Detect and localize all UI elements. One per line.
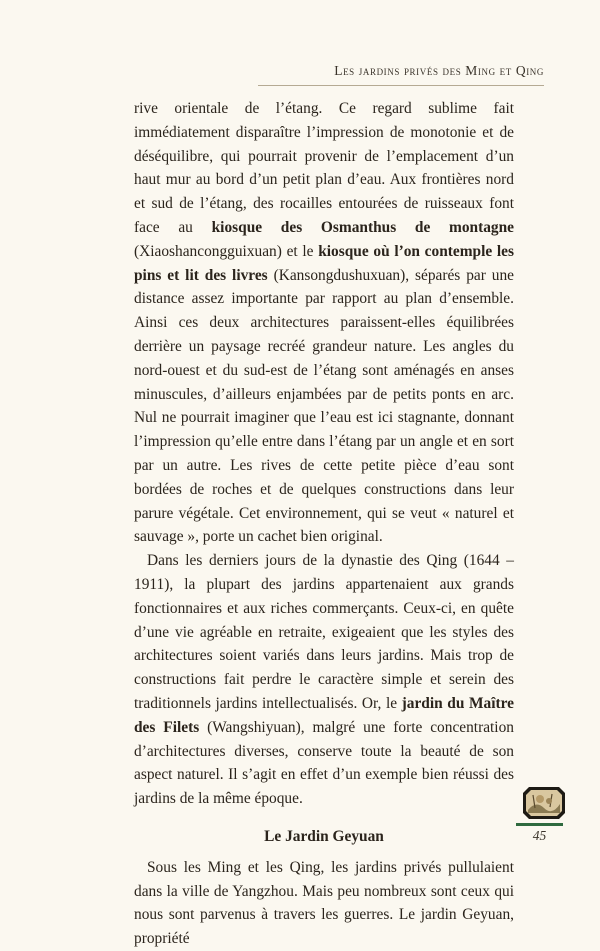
paragraph-1-text-a: rive orientale de l’étang. Ce regard sublime fait immédiatement disparaître l’impression de monotonie et de déséquilibre, qui pourrait provenir de l’emplacement d’un haut mur au bord d’un petit plan d’eau. Aux frontières nord et sud de l’étang, des rocailles entourées de ruisseaux font face au [134, 100, 514, 236]
bold-kiosque-pins: kiosque où l’on contemple les pins et lit des livres [134, 242, 515, 284]
page-number: 45 [532, 828, 547, 843]
bold-jardin-maitre-filets: jardin du Maître des Filets [134, 694, 515, 736]
page-number-rule [516, 823, 563, 826]
body-text [134, 97, 514, 951]
header-rule [258, 85, 544, 86]
paragraph-3: Sous les Ming et les Qing, les jardins privés pullulaient dans la ville de Yangzhou. Mais peu nombreux sont ceux qui nous sont parvenus à travers les guerres. Le jardin Geyuan, propriété [134, 858, 514, 948]
paragraph-1-text-c: (Xiaoshancongguixuan) et le [134, 242, 319, 260]
running-head: Les jardins privés des Ming et Qing [334, 63, 544, 78]
bold-kiosque-osmanthus: kiosque des Osmanthus de montagne [211, 218, 515, 236]
paragraph-2 [134, 549, 514, 811]
section-heading: Le Jardin Geyuan [264, 827, 384, 845]
paragraph-2-text-a: Dans les derniers jours de la dynastie des Qing (1644 – 1911), la plupart des jardins appartenaient aux grands fonctionnaires et aux riches commerçants. Ceux-ci, en quête d’une vie agréable en retraite, exigeaient que les styles des architectures soient variés dans leurs jardins. Mais trop de constructions fait perdre le caractère simple et serein des traditionnels jardins intellectualisés. Or, le [134, 552, 514, 712]
garden-painting-emblem-icon [522, 786, 566, 820]
paragraph-1 [134, 97, 514, 549]
paragraph-1-text-d: (Kansongdushuxuan), séparés par une distance assez importante par rapport au plan d’ensemble. Ainsi ces deux architectures paraissent-elles équilibrées derrière un paysage recréé grandeur nature. Les angles du nord-ouest et du sud-est de l’étang sont aménagés en anses minuscules, d’ailleurs enjambées par de petits ponts en arc. Nul ne pourrait imaginer que l’eau est ici stagnante, donnant l’impression qu’elle entre dans l’étang par un angle et en sort par un autre. Les rives de cette petite pièce d’eau sont bordées de roches et de quelques constructions dans leur parure végétale. Cet environnement, qui se veut « naturel et sauvage », porte un cachet bien original. [134, 266, 514, 546]
paragraph-2-text-c: (Wangshiyuan), malgré une forte concentration d’architectures diverses, conserve toute la beauté de son aspect naturel. Il s’agit en effet d’un exemple bien réussi des jardins de la même époque. [134, 718, 514, 808]
